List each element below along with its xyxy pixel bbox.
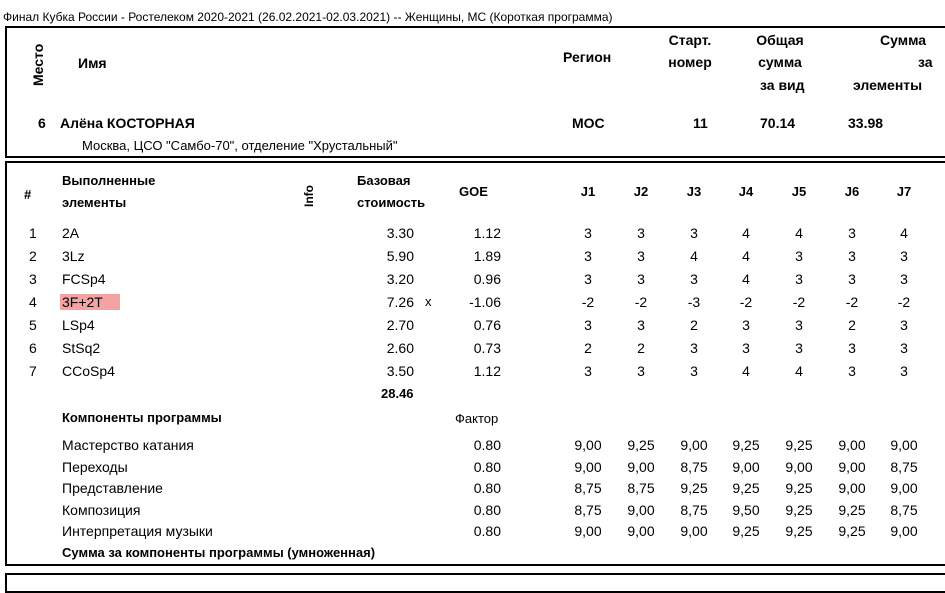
element-goe: 0.76 xyxy=(473,317,501,333)
element-judge-score: 3 xyxy=(690,225,698,241)
base-total: 28.46 xyxy=(381,386,414,401)
element-num: 7 xyxy=(29,363,37,379)
component-judge-score: 9,00 xyxy=(890,480,918,496)
element-judge-score: 2 xyxy=(637,340,645,356)
elements-sum-header-2: за xyxy=(918,54,933,70)
element-goe: 1.12 xyxy=(473,363,501,379)
component-judge-score: 9,00 xyxy=(627,523,655,539)
skater-place: 6 xyxy=(38,115,46,131)
executed-header-2: элементы xyxy=(62,195,127,210)
elements-num-header: # xyxy=(24,187,32,202)
element-judge-score: 3 xyxy=(742,317,750,333)
component-judge-score: 9,00 xyxy=(627,458,655,475)
component-judge-score: 9,00 xyxy=(732,458,760,475)
element-base-value: 2.70 xyxy=(386,317,414,333)
place-header: Место xyxy=(30,43,46,86)
element-judge-score: 4 xyxy=(742,271,750,287)
base-header-2: стоимость xyxy=(357,195,426,210)
name-header: Имя xyxy=(78,55,107,71)
component-name: Мастерство катания xyxy=(62,437,194,453)
element-judge-score: 3 xyxy=(584,271,592,287)
element-base-value: 3.20 xyxy=(386,271,414,287)
judge-header-1: J1 xyxy=(580,184,596,199)
element-judge-score: 3 xyxy=(584,248,592,264)
skater-region: МОС xyxy=(572,115,605,131)
component-judge-score: 9,25 xyxy=(838,523,866,539)
factor-header: Фактор xyxy=(455,411,499,426)
total-header-2: сумма xyxy=(758,54,802,70)
component-judge-score: 8,75 xyxy=(627,480,655,496)
element-judge-score: -3 xyxy=(687,294,701,310)
element-judge-score: 3 xyxy=(584,317,592,333)
element-judge-score: 3 xyxy=(637,248,645,264)
element-judge-score: 2 xyxy=(584,340,592,356)
component-judge-score: 9,25 xyxy=(627,437,655,453)
component-factor: 0.80 xyxy=(473,458,501,475)
element-base-value: 5.90 xyxy=(386,248,414,264)
element-judge-score: -2 xyxy=(581,294,595,310)
element-judge-score: 3 xyxy=(900,363,908,379)
component-judge-score: 9,25 xyxy=(732,437,760,453)
element-judge-score: 3 xyxy=(742,340,750,356)
element-judge-score: 2 xyxy=(848,317,856,333)
component-judge-score: 9,25 xyxy=(785,480,813,496)
component-judge-score: 9,25 xyxy=(838,501,866,518)
element-judge-score: -2 xyxy=(634,294,648,310)
base-header-1: Базовая xyxy=(357,173,411,188)
element-name: FCSp4 xyxy=(62,271,106,287)
component-factor: 0.80 xyxy=(473,480,501,496)
component-judge-score: 9,00 xyxy=(627,501,655,518)
component-factor: 0.80 xyxy=(473,437,501,453)
element-judge-score: -2 xyxy=(792,294,806,310)
total-header-3: за вид xyxy=(760,77,805,93)
element-judge-score: 3 xyxy=(637,271,645,287)
element-num: 2 xyxy=(29,248,37,264)
element-judge-score: 4 xyxy=(742,363,750,379)
element-judge-score: 3 xyxy=(900,271,908,287)
total-header-1: Общая xyxy=(756,32,804,48)
element-name: 3F+2T xyxy=(60,294,120,310)
elements-sum-header-3: элементы xyxy=(853,77,923,93)
element-judge-score: 4 xyxy=(795,225,803,241)
component-judge-score: 9,00 xyxy=(785,458,813,475)
element-judge-score: 3 xyxy=(584,225,592,241)
element-goe: 1.12 xyxy=(473,225,501,241)
element-num: 5 xyxy=(29,317,37,333)
element-name: CCoSp4 xyxy=(62,363,115,379)
component-judge-score: 9,00 xyxy=(574,437,602,453)
judge-header-2: J2 xyxy=(633,184,649,199)
component-judge-score: 9,25 xyxy=(732,480,760,496)
element-num: 3 xyxy=(29,271,37,287)
element-judge-score: 4 xyxy=(900,225,908,241)
element-info: x xyxy=(425,294,432,309)
element-name: StSq2 xyxy=(62,340,101,356)
start-header-1: Старт. xyxy=(668,32,712,48)
skater-start-number: 11 xyxy=(693,115,708,131)
info-header: Info xyxy=(302,185,316,207)
element-judge-score: 3 xyxy=(637,363,645,379)
start-header-2: номер xyxy=(668,54,712,70)
element-judge-score: 3 xyxy=(795,271,803,287)
element-judge-score: 3 xyxy=(637,317,645,333)
element-judge-score: 4 xyxy=(742,248,750,264)
element-name: 3Lz xyxy=(62,248,85,264)
component-judge-score: 8,75 xyxy=(890,458,918,475)
element-judge-score: -2 xyxy=(897,294,911,310)
element-judge-score: 3 xyxy=(795,248,803,264)
components-total-label: Сумма за компоненты программы (умноженная) xyxy=(62,545,376,560)
component-judge-score: 9,00 xyxy=(680,437,708,453)
element-judge-score: -2 xyxy=(739,294,753,310)
components-header: Компоненты программы xyxy=(62,410,222,425)
element-judge-score: 3 xyxy=(848,340,856,356)
skater-elements-score: 33.98 xyxy=(848,115,884,131)
element-judge-score: 3 xyxy=(690,363,698,379)
element-judge-score: 3 xyxy=(795,340,803,356)
component-judge-score: 9,25 xyxy=(785,501,813,518)
element-judge-score: 4 xyxy=(795,363,803,379)
component-judge-score: 9,00 xyxy=(890,437,918,453)
component-name: Композиция xyxy=(62,501,141,518)
executed-header-1: Выполненные xyxy=(62,173,156,188)
element-base-value: 3.30 xyxy=(386,225,414,241)
element-num: 4 xyxy=(29,294,37,310)
component-judge-score: 8,75 xyxy=(680,501,708,518)
region-header: Регион xyxy=(563,49,612,65)
element-judge-score: 3 xyxy=(795,317,803,333)
element-num: 1 xyxy=(29,225,37,241)
component-judge-score: 9,00 xyxy=(838,437,866,453)
component-judge-score: 9,50 xyxy=(732,501,760,518)
component-name: Представление xyxy=(62,480,163,496)
goe-header: GOE xyxy=(459,184,488,199)
protocol-title: Финал Кубка России - Ростелеком 2020-2021 (26.02.2021-02.03.2021) -- Женщины, МС (Короткая программа) xyxy=(3,10,613,24)
element-judge-score: 3 xyxy=(900,248,908,264)
next-box xyxy=(5,573,945,593)
element-judge-score: 4 xyxy=(742,225,750,241)
component-judge-score: 9,00 xyxy=(574,523,602,539)
element-judge-score: 3 xyxy=(848,271,856,287)
element-judge-score: -2 xyxy=(845,294,859,310)
element-goe: 1.89 xyxy=(473,248,501,264)
element-base-value: 2.60 xyxy=(386,340,414,356)
component-judge-score: 9,00 xyxy=(680,523,708,539)
element-num: 6 xyxy=(29,340,37,356)
judge-header-6: J6 xyxy=(844,184,860,199)
component-judge-score: 9,00 xyxy=(838,458,866,475)
elements-sum-header-1: Сумма xyxy=(880,32,927,48)
judge-header-4: J4 xyxy=(738,184,754,199)
component-judge-score: 9,00 xyxy=(574,458,602,475)
judge-header-5: J5 xyxy=(791,184,807,199)
element-judge-score: 3 xyxy=(690,340,698,356)
component-judge-score: 9,25 xyxy=(785,523,813,539)
component-factor: 0.80 xyxy=(473,523,501,539)
element-name: LSp4 xyxy=(62,317,95,333)
component-name: Переходы xyxy=(62,458,128,475)
element-base-value: 3.50 xyxy=(386,363,414,379)
element-judge-score: 3 xyxy=(900,317,908,333)
component-judge-score: 8,75 xyxy=(890,501,918,518)
element-goe: 0.73 xyxy=(473,340,501,356)
skater-name: Алёна КОСТОРНАЯ xyxy=(60,115,195,131)
element-goe: -1.06 xyxy=(469,294,501,310)
element-judge-score: 2 xyxy=(690,317,698,333)
element-judge-score: 3 xyxy=(584,363,592,379)
component-name: Интерпретация музыки xyxy=(62,523,213,539)
element-judge-score: 3 xyxy=(848,225,856,241)
element-goe: 0.96 xyxy=(473,271,501,287)
judge-header-3: J3 xyxy=(686,184,702,199)
component-judge-score: 9,00 xyxy=(838,480,866,496)
component-judge-score: 8,75 xyxy=(574,501,602,518)
skater-club: Москва, ЦСО "Самбо-70", отделение "Хрустальный" xyxy=(82,138,398,153)
component-judge-score: 8,75 xyxy=(574,480,602,496)
component-judge-score: 9,25 xyxy=(785,437,813,453)
element-judge-score: 3 xyxy=(637,225,645,241)
component-judge-score: 8,75 xyxy=(680,458,708,475)
component-judge-score: 9,25 xyxy=(732,523,760,539)
component-judge-score: 9,25 xyxy=(680,480,708,496)
element-judge-score: 3 xyxy=(848,363,856,379)
judge-header-7: J7 xyxy=(896,184,912,199)
component-factor: 0.80 xyxy=(473,501,501,518)
element-name: 2A xyxy=(62,225,80,241)
component-judge-score: 9,00 xyxy=(890,523,918,539)
skater-total: 70.14 xyxy=(760,115,796,131)
element-base-value: 7.26 xyxy=(386,294,414,310)
element-judge-score: 3 xyxy=(690,271,698,287)
element-judge-score: 3 xyxy=(848,248,856,264)
element-judge-score: 3 xyxy=(900,340,908,356)
element-judge-score: 4 xyxy=(690,248,698,264)
